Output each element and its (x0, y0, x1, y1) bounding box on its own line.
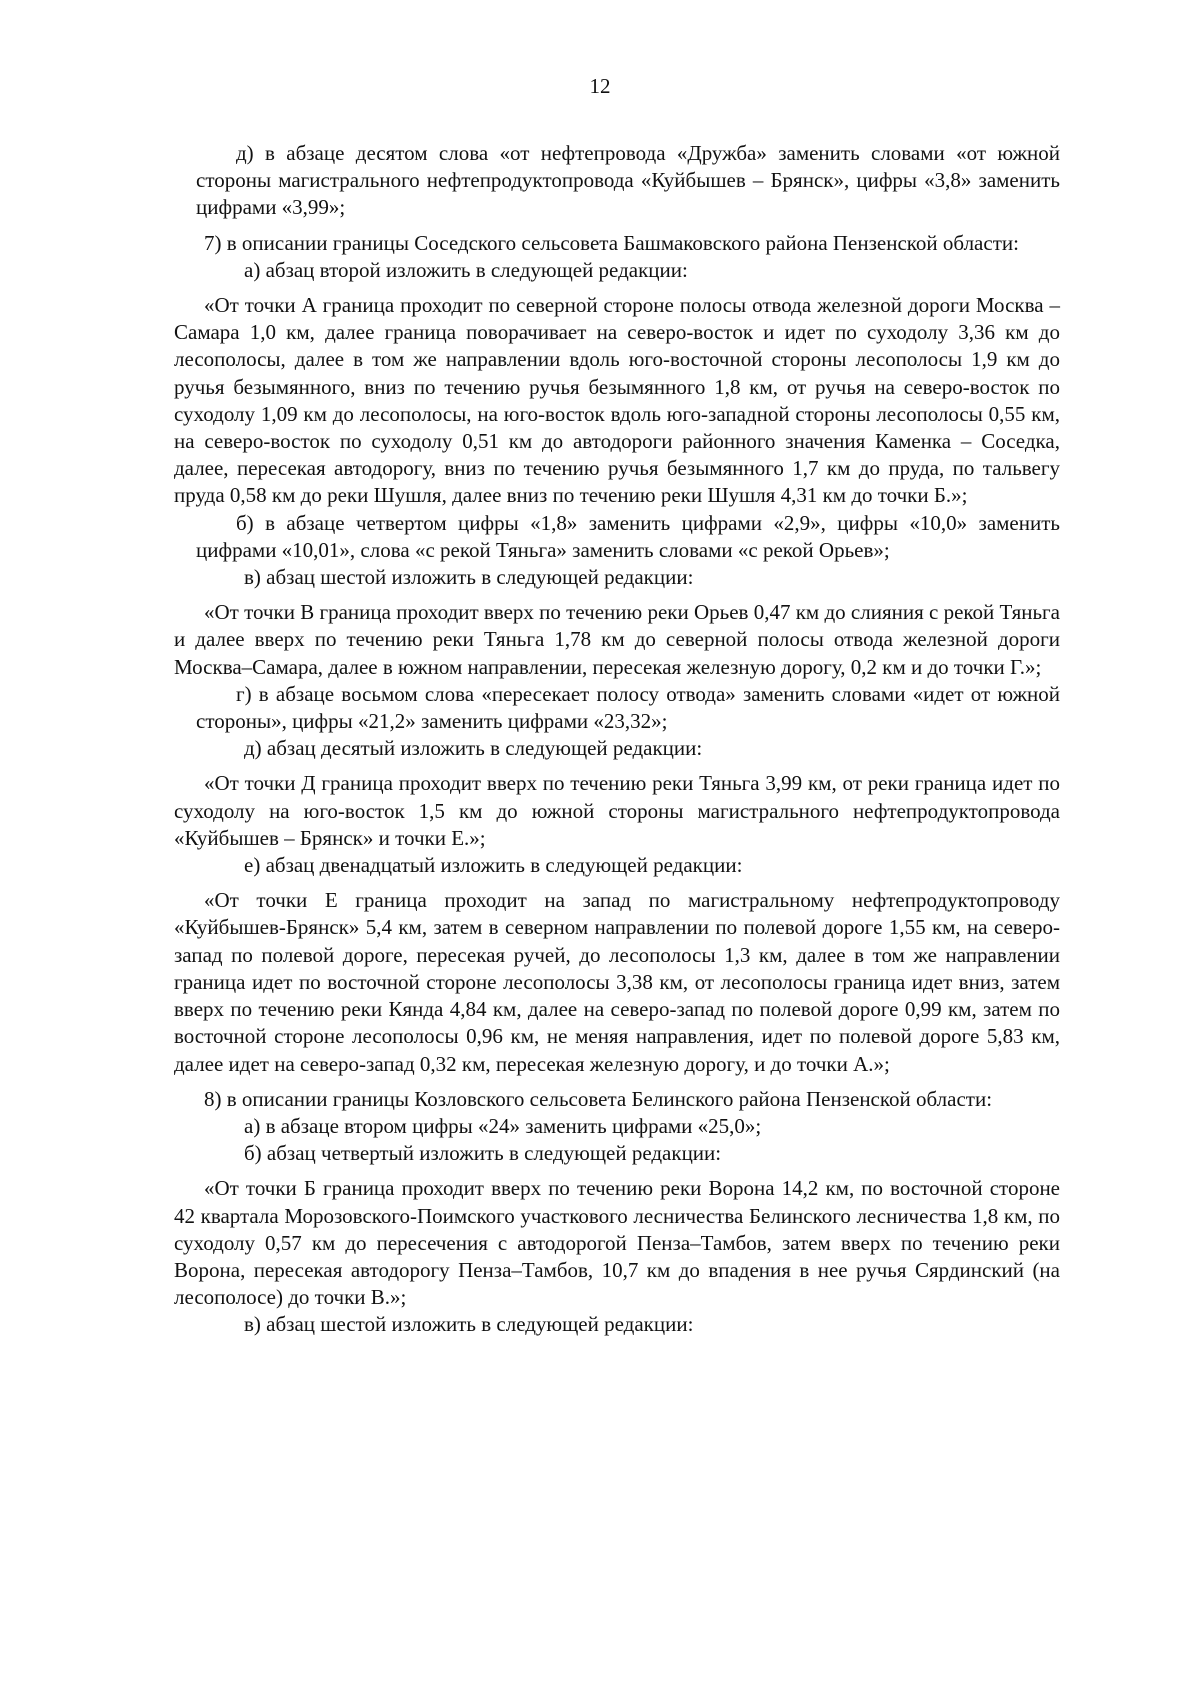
amendment-a-abzac-2-kozlovsky: а) в абзаце втором цифры «24» заменить цифрами «25,0»; (244, 1113, 762, 1138)
quote-from-point-e: «От точки Е граница проходит на запад по магистральному нефтепродуктопроводу «Куйбышев-Брянск» 5,4 км, затем в северном направлении по полевой дороге 1,55 км, на северо-запад по полевой дороге, пересекая ручей, до лесополосы 1,3 км, далее в том же направлении граница идет по восточной стороне лесополосы 3,38 км, от лесополосы граница идет вниз, затем вверх по течению реки Кянда 4,84 км, далее на северо-запад по полевой дороге 0,99 км, затем по восточной стороне лесополосы 0,96 км, не меняя направления, идет по полевой дороге 5,83 км, далее идет на северо-запад 0,32 км, пересекая железную дорогу, и до точки А.»; (174, 888, 1060, 1076)
quote-from-point-b: «От точки Б граница проходит вверх по течению реки Ворона 14,2 км, по восточной стороне 42 квартала Морозовского-Поимского участкового лесничества Белинского лесничества 1,8 км, по суходолу 0,57 км до пересечения с автодорогой Пенза–Тамбов, затем вверх по течению реки Ворона, пересекая автодорогу Пенза–Тамбов, 10,7 км до впадения в нее ручья Сярдинский (на лесополосе) до точки В.»; (174, 1176, 1060, 1310)
amendment-b-abzac-4: б) в абзаце четвертом цифры «1,8» заменить цифрами «2,9», цифры «10,0» заменить цифрами «10,01», слова «с рекой Тяньга» заменить словами «с рекой Орьев»; (196, 510, 1060, 562)
item-8-kozlovsky-selsovet: 8) в описании границы Козловского сельсовета Белинского района Пензенской области: (204, 1086, 993, 1111)
amendment-b-abzac-4-kozlovsky: б) абзац четвертый изложить в следующей редакции: (244, 1141, 722, 1166)
quote-from-point-a: «От точки А граница проходит по северной стороне полосы отвода железной дороги Москва – Самара 1,0 км, далее граница поворачивает на северо-восток и идет по суходолу 3,36 км до лесополосы, далее в том же направлении вдоль юго-восточной стороны лесополосы 1,9 км до ручья безымянного, вниз по течению ручья безымянного 1,8 км, от ручья на северо-восток по суходолу 1,09 км до лесополосы, на юго-восток вдоль юго-западной стороны лесополосы 0,55 км, на северо-восток по суходолу 0,51 км до автодороги районного значения Каменка – Соседка, далее, пересекая автодорогу, вниз по течению ручья безымянного 1,7 км до пруда, по тальвегу пруда 0,58 км до реки Шушля, далее вниз по течению реки Шушля 4,31 км до точки Б.»; (174, 293, 1060, 508)
amendment-v-abzac-6-kozlovsky: в) абзац шестой изложить в следующей редакции: (244, 1312, 694, 1337)
quote-from-point-v: «От точки В граница проходит вверх по течению реки Орьев 0,47 км до слияния с рекой Тяньга и далее вверх по течению реки Тяньга 1,78 км до северной полосы отвода железной дороги Москва–Самара, далее в южном направлении, пересекая железную дорогу, 0,2 км и до точки Г.»; (174, 600, 1060, 679)
amendment-g-abzac-8: г) в абзаце восьмом слова «пересекает полосу отвода» заменить словами «идет от южной стороны», цифры «21,2» заменить цифрами «23,32»; (196, 681, 1060, 734)
document-body (174, 140, 1060, 1339)
amendment-d-abzac-10: д) в абзаце десятом слова «от нефтепровода «Дружба» заменить словами «от южной стороны магистрального нефтепродуктопровода «Куйбышев – Брянск», цифры «3,8» заменить цифрами «3,99»; (196, 141, 1060, 220)
amendment-e-abzac-12: е) абзац двенадцатый изложить в следующей редакции: (244, 853, 743, 878)
amendment-d-abzac-10-new: д) абзац десятый изложить в следующей редакции: (244, 736, 703, 761)
item-7-sosedsky-selsovet: 7) в описании границы Соседского сельсовета Башмаковского района Пензенской области: (204, 230, 1019, 255)
quote-from-point-d: «От точки Д граница проходит вверх по течению реки Тяньга 3,99 км, от реки граница идет по суходолу на юго-восток 1,5 км до южной стороны магистрального нефтепродуктопровода «Куйбышев – Брянск» и точки Е.»; (174, 771, 1060, 850)
page-number: 12 (589, 74, 611, 98)
amendment-v-abzac-6: в) абзац шестой изложить в следующей редакции: (244, 565, 694, 590)
amendment-a-abzac-2: а) абзац второй изложить в следующей редакции: (244, 257, 688, 282)
